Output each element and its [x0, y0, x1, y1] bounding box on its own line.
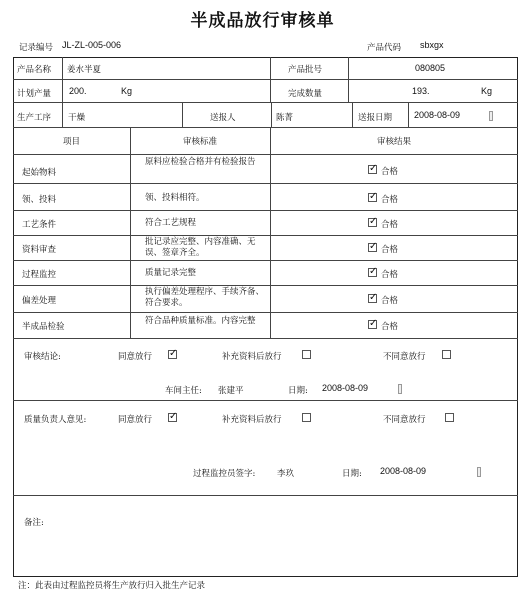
planned-qty-label: 计划产量 — [17, 89, 52, 99]
check-mark-icon: ✓ — [369, 266, 378, 277]
row-item: 过程监控 — [22, 270, 57, 280]
submit-date-value: 2008-08-09 — [414, 110, 461, 120]
remarks-label: 备注: — [24, 518, 44, 528]
row-result: 合格 — [381, 195, 399, 205]
check-mark-icon: ✓ — [369, 216, 378, 227]
date-picker-spinner[interactable] — [489, 111, 493, 121]
director-name: 张建平 — [218, 386, 244, 396]
date-picker-spinner[interactable] — [398, 384, 402, 394]
batch-no-label: 产品批号 — [288, 65, 323, 75]
process-value: 干燥 — [68, 113, 86, 123]
row-standard: 质量记录完整 — [145, 268, 197, 278]
column-header-standard: 审核标准 — [182, 137, 217, 147]
row-standard: 执行偏差处理程序、手续齐备、符合要求。 — [145, 287, 265, 308]
product-code-value: sbxgx — [420, 40, 444, 50]
row-result: 合格 — [381, 322, 399, 332]
conclusion-date-value: 2008-08-09 — [322, 383, 369, 393]
process-label: 生产工序 — [17, 113, 52, 123]
product-name-label: 产品名称 — [17, 65, 52, 75]
qa-reject-checkbox[interactable] — [445, 413, 454, 422]
conclusion-approve-label: 同意放行 — [118, 352, 153, 362]
conclusion-supplement-label: 补充资料后放行 — [222, 352, 282, 362]
submitter-label: 送报人 — [210, 113, 236, 123]
row-result: 合格 — [381, 220, 399, 230]
conclusion-reject-checkbox[interactable] — [442, 350, 451, 359]
completed-qty-unit: Kg — [481, 86, 493, 96]
signer-name: 李玖 — [277, 469, 295, 479]
row-item: 半成品检验 — [22, 322, 65, 332]
qa-supplement-checkbox[interactable] — [302, 413, 311, 422]
footnote: 注：此表由过程监控员将生产放行归入批生产记录 — [18, 581, 206, 591]
director-label: 车间主任: — [165, 386, 202, 396]
conclusion-date-label: 日期: — [288, 386, 308, 396]
row-standard: 符合品种质量标准。内容完整 — [145, 316, 256, 326]
page-title: 半成品放行审核单 — [190, 11, 335, 31]
row-item: 资料审查 — [22, 245, 57, 255]
conclusion-supplement-checkbox[interactable] — [302, 350, 311, 359]
signer-label: 过程监控员签字: — [193, 469, 256, 479]
check-mark-icon: ✓ — [369, 191, 378, 202]
check-mark-icon: ✓ — [369, 292, 378, 303]
row-result: 合格 — [381, 245, 399, 255]
completed-qty-value: 193. — [412, 86, 430, 96]
batch-no-value: 080805 — [415, 63, 446, 73]
row-standard: 符合工艺规程 — [145, 218, 197, 228]
check-mark-icon: ✓ — [169, 348, 178, 359]
check-mark-icon: ✓ — [369, 318, 378, 329]
submitter-value: 陈菁 — [276, 113, 294, 123]
column-header-item: 项目 — [62, 137, 80, 147]
qa-supplement-label: 补充资料后放行 — [222, 415, 282, 425]
row-item: 偏差处理 — [22, 296, 57, 306]
row-item: 领、投料 — [22, 195, 57, 205]
completed-qty-label: 完成数量 — [288, 89, 323, 99]
qa-reject-label: 不同意放行 — [383, 415, 426, 425]
record-number-label: 记录编号 — [19, 43, 54, 53]
planned-qty-value: 200. — [69, 86, 87, 96]
product-name-value: 姜水半夏 — [67, 65, 102, 75]
qa-label: 质量负责人意见: — [24, 415, 87, 425]
check-mark-icon: ✓ — [369, 241, 378, 252]
row-standard: 领、投料相符。 — [145, 193, 205, 203]
conclusion-label: 审核结论: — [24, 352, 61, 362]
qa-approve-label: 同意放行 — [118, 415, 153, 425]
row-result: 合格 — [381, 296, 399, 306]
row-standard: 原料应检验合格并有检验报告 — [145, 157, 256, 167]
date-picker-spinner[interactable] — [477, 467, 481, 477]
qa-date-label: 日期: — [342, 469, 362, 479]
product-code-label: 产品代码 — [367, 43, 402, 53]
row-standard: 批记录应完整、内容准确、无误、签章齐全。 — [145, 237, 256, 258]
submit-date-label: 送报日期 — [358, 113, 393, 123]
row-result: 合格 — [381, 270, 399, 280]
conclusion-reject-label: 不同意放行 — [383, 352, 426, 362]
record-number-value: JL-ZL-005-006 — [62, 40, 122, 50]
qa-date-value: 2008-08-09 — [380, 466, 427, 476]
planned-qty-unit: Kg — [121, 86, 133, 96]
row-item: 起始物料 — [22, 168, 57, 178]
row-result: 合格 — [381, 167, 399, 177]
row-item: 工艺条件 — [22, 220, 57, 230]
check-mark-icon: ✓ — [369, 163, 378, 174]
check-mark-icon: ✓ — [169, 411, 178, 422]
column-header-result: 审核结果 — [376, 137, 411, 147]
